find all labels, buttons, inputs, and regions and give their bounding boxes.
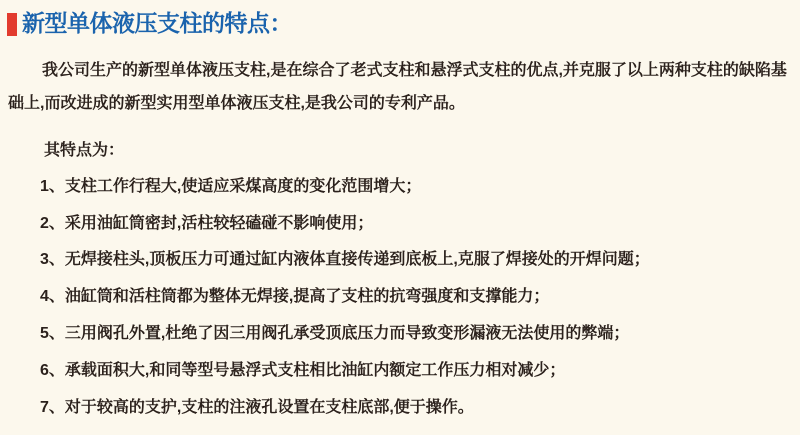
feature-item-7: 7、对于较高的支护,支柱的注液孔设置在支柱底部,便于操作。 <box>40 399 474 416</box>
feature-item-4: 4、油缸筒和活柱筒都为整体无焊接,提高了支柱的抗弯强度和支撑能力； <box>40 288 550 305</box>
intro-line-1: 我公司生产的新型单体液压支柱,是在综合了老式支柱和悬浮式支柱的优点,并克服了以上两种支柱的缺陷基 <box>42 62 787 79</box>
feature-item-5: 5、三用阀孔外置,杜绝了因三用阀孔承受顶底压力而导致变形漏液无法使用的弊端； <box>40 325 630 342</box>
feature-item-3: 3、无焊接柱头,顶板压力可通过缸内液体直接传递到底板上,克服了焊接处的开焊问题； <box>40 251 650 268</box>
feature-item-6: 6、承载面积大,和同等型号悬浮式支柱相比油缸内额定工作压力相对减少； <box>40 362 566 379</box>
features-label: 其特点为： <box>44 142 125 159</box>
feature-item-2: 2、采用油缸筒密封,活柱较轻磕碰不影响使用； <box>40 215 374 232</box>
red-marker <box>7 13 17 36</box>
intro-line-2: 础上,而改进成的新型实用型单体液压支柱,是我公司的专利产品。 <box>8 95 465 112</box>
feature-item-1: 1、支柱工作行程大,使适应采煤高度的变化范围增大； <box>40 178 422 195</box>
page-title: 新型单体液压支柱的特点： <box>22 10 292 36</box>
